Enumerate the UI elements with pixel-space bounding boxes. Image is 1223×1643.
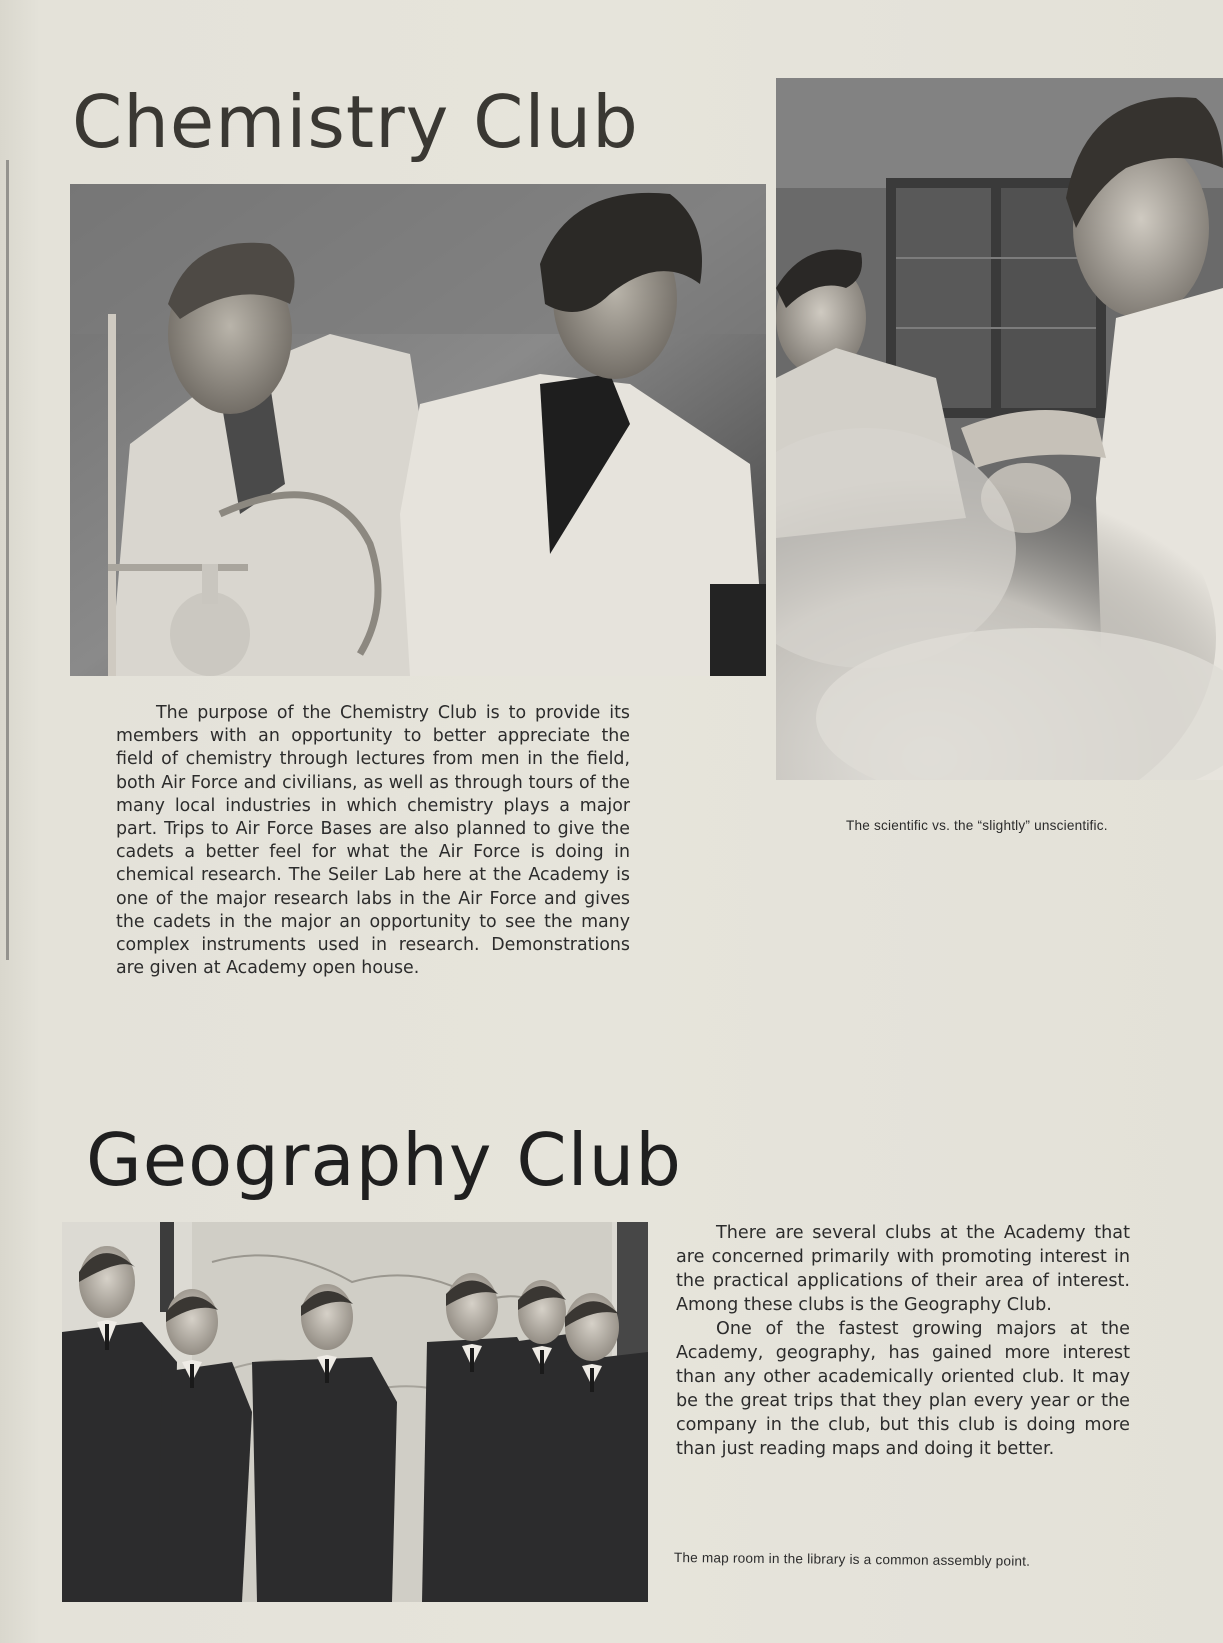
geography-photo-caption: The map room in the library is a common assembly point.: [673, 1550, 1031, 1569]
chemistry-lab-photo: [70, 184, 766, 676]
geography-club-description: [676, 1221, 1130, 1461]
chemistry-club-title: Chemistry Club: [72, 80, 639, 164]
page-binding-edge: [6, 160, 9, 960]
geography-club-paragraph-1: There are several clubs at the Academy that are concerned primarily with promoting interest in the practical applications of their area of interest. Among these clubs is the Geography Club.: [676, 1223, 1130, 1315]
chemistry-photo-caption: The scientific vs. the “slightly” unscientific.: [846, 818, 1108, 833]
geography-club-group-photo: [62, 1222, 648, 1602]
geography-club-paragraph-2: One of the fastest growing majors at the Academy, geography, has gained more interest than any other academically oriented club. It may be the great trips that they plan every year or the company in the club, but this club is doing more than just reading maps and doing it better.: [676, 1319, 1130, 1459]
geography-club-title: Geography Club: [86, 1118, 683, 1202]
chemistry-dry-ice-photo: [776, 78, 1223, 780]
chemistry-club-description: [116, 702, 630, 980]
chemistry-club-paragraph: The purpose of the Chemistry Club is to provide its members with an opportunity to better appreciate the field of chemistry through lectures from men in the field, both Air Force and civilians, as well as through tours of the many local industries in which chemistry plays a major part. Trips to Air Force Bases are also planned to give the cadets a better feel for what the Air Force is doing in chemical research. The Seiler Lab here at the Academy is one of the major research labs in the Air Force and gives the cadets in the major an opportunity to see the many complex instruments used in research. Demonstrations are given at Academy open house.: [116, 703, 630, 979]
